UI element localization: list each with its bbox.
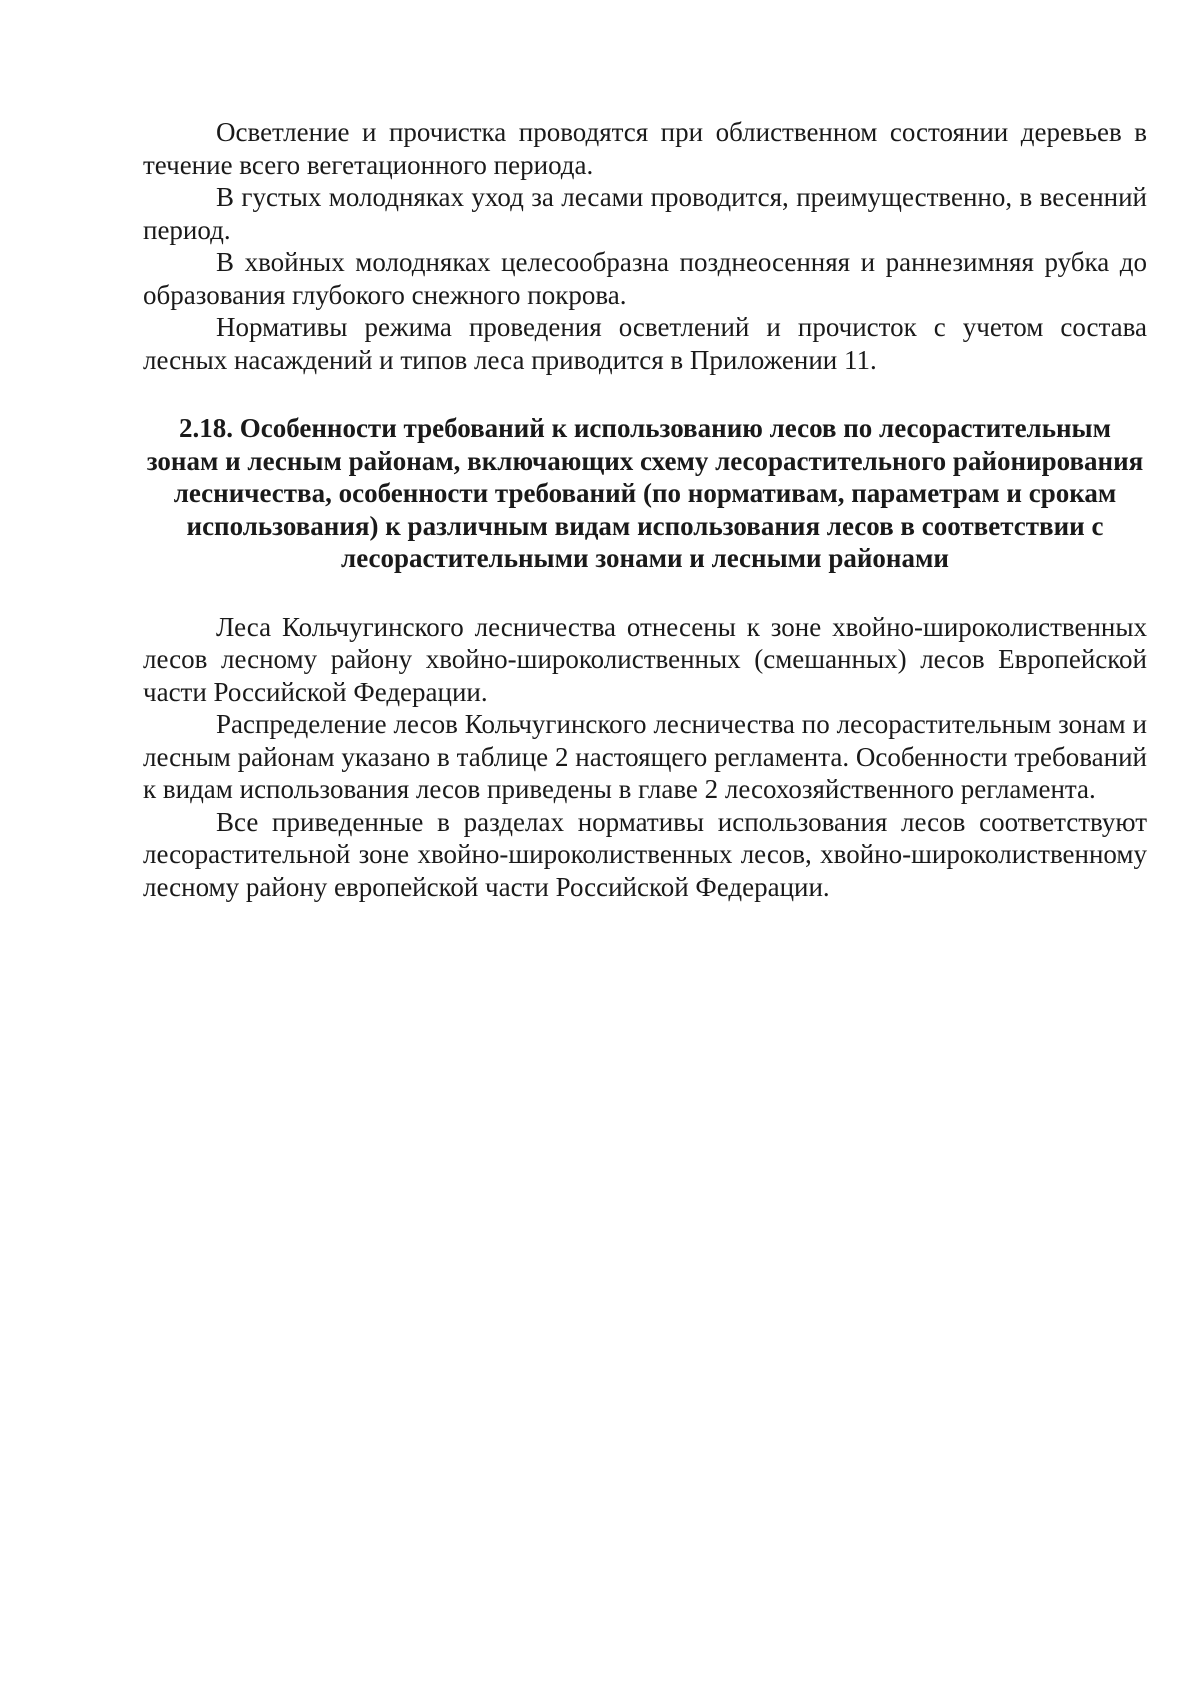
section-spacer (143, 575, 1147, 611)
paragraph: Распределение лесов Кольчугинского лесничества по лесорастительным зонам и лесным районам указано в таблице 2 настоящего регламента. Особенности требований к видам использования лесов приведены в главе 2 лесохозяйственного регламента. (143, 709, 1147, 804)
paragraph: Осветление и прочистка проводятся при облиственном состоянии деревьев в течение всего вегетационного периода. (143, 117, 1147, 180)
section-spacer (143, 376, 1147, 412)
section-heading: 2.18. Особенности требований к использованию лесов по лесорастительным зонам и лесным районам, включающих схему лесорастительного районирования лесничества, особенности требований (по нормативам, параметрам и срокам использования) к различным видам использования лесов в соответствии с лесорастительными зонами и лесными районами (146, 413, 1144, 573)
paragraph: Все приведенные в разделах нормативы использования лесов соответствуют лесорастительной зоне хвойно-широколиственных лесов, хвойно-широколиственному лесному району европейской части Российской Федерации. (143, 806, 1147, 902)
paragraph: Нормативы режима проведения осветлений и прочисток с учетом состава лесных насаждений и типов леса приводится в Приложении 11. (143, 312, 1147, 375)
document-content (143, 116, 1147, 903)
paragraph: В густых молодняках уход за лесами проводится, преимущественно, в весенний период. (143, 182, 1147, 245)
paragraph: В хвойных молодняках целесообразна позднеосенняя и раннезимняя рубка до образования глубокого снежного покрова. (143, 247, 1147, 310)
paragraph: Леса Кольчугинского лесничества отнесены к зоне хвойно-широколиственных лесов лесному району хвойно-широколиственных (смешанных) лесов Европейской части Российской Федерации. (143, 611, 1147, 707)
